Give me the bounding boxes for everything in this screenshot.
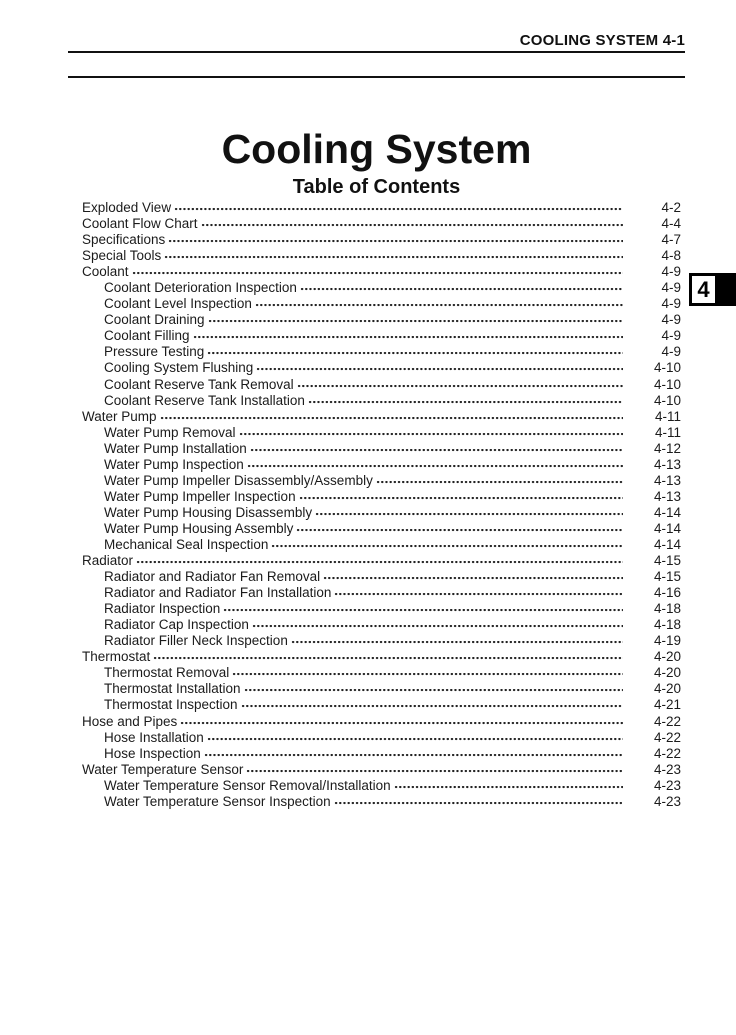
toc-entry-label: Water Pump Impeller Inspection	[104, 488, 296, 504]
toc-dot-leader	[334, 593, 623, 597]
toc-entry-page: 4-23	[653, 761, 681, 777]
toc-row	[82, 216, 681, 232]
toc-dot-leader	[153, 657, 623, 661]
toc-row	[82, 505, 681, 521]
toc-entry-label: Thermostat	[82, 649, 151, 665]
header-rule-bottom	[68, 76, 685, 78]
toc-entry-label: Thermostat Installation	[104, 681, 241, 697]
toc-entry-label: Coolant Filling	[104, 328, 190, 344]
toc-entry-label: Pressure Testing	[104, 344, 205, 360]
toc-dot-leader	[334, 802, 623, 806]
toc-dot-leader	[255, 304, 623, 308]
toc-dot-leader	[394, 786, 623, 790]
toc-entry-label: Water Pump Impeller Disassembly/Assembly	[104, 472, 373, 488]
toc-entry-label: Specifications	[82, 232, 166, 248]
toc-entry-page: 4-18	[653, 601, 681, 617]
toc-dot-leader	[132, 272, 623, 276]
toc-row	[82, 697, 681, 713]
toc-entry-label: Coolant Deterioration Inspection	[104, 280, 297, 296]
toc-entry-page: 4-14	[653, 504, 681, 520]
toc-entry-page: 4-9	[661, 344, 681, 360]
toc-row	[82, 312, 681, 328]
toc-entry-page: 4-14	[653, 536, 681, 552]
toc-dot-leader	[323, 577, 623, 581]
toc-dot-leader	[160, 417, 623, 421]
toc-entry-label: Coolant	[82, 264, 129, 280]
toc-entry-label: Radiator	[82, 553, 134, 569]
toc-entry-page: 4-11	[654, 408, 681, 424]
toc-row	[82, 714, 681, 730]
toc-dot-leader	[174, 208, 623, 212]
toc-dot-leader	[246, 770, 623, 774]
header-rule-top	[68, 51, 685, 53]
toc-row	[82, 377, 681, 393]
toc-entry-page: 4-13	[653, 488, 681, 504]
toc-row	[82, 473, 681, 489]
toc-dot-leader	[308, 401, 623, 405]
toc-row	[82, 409, 681, 425]
toc-entry-label: Thermostat Removal	[104, 665, 230, 681]
toc-dot-leader	[297, 385, 623, 389]
toc-list	[82, 200, 681, 810]
toc-entry-label: Water Pump Installation	[104, 440, 247, 456]
toc-row	[82, 457, 681, 473]
toc-entry-page: 4-8	[661, 248, 681, 264]
toc-dot-leader	[201, 224, 623, 228]
toc-row	[82, 746, 681, 762]
toc-entry-label: Mechanical Seal Inspection	[104, 536, 269, 552]
toc-row	[82, 521, 681, 537]
toc-entry-page: 4-22	[653, 745, 681, 761]
toc-entry-label: Coolant Flow Chart	[82, 216, 198, 232]
toc-entry-label: Water Temperature Sensor Inspection	[104, 793, 331, 809]
toc-entry-label: Water Pump	[82, 408, 157, 424]
toc-entry-page: 4-19	[653, 633, 681, 649]
toc-row	[82, 360, 681, 376]
toc-entry-page: 4-23	[653, 777, 681, 793]
toc-entry-page: 4-13	[653, 456, 681, 472]
toc-row	[82, 264, 681, 280]
toc-dot-leader	[136, 561, 623, 565]
toc-dot-leader	[207, 738, 623, 742]
toc-heading: Table of Contents	[292, 175, 461, 198]
toc-dot-leader	[247, 465, 623, 469]
toc-entry-page: 4-9	[661, 296, 681, 312]
toc-dot-leader	[271, 545, 623, 549]
toc-dot-leader	[180, 722, 623, 726]
toc-entry-page: 4-15	[653, 569, 681, 585]
toc-dot-leader	[204, 754, 623, 758]
toc-row	[82, 393, 681, 409]
toc-entry-label: Hose and Pipes	[82, 713, 178, 729]
toc-entry-page: 4-9	[661, 328, 681, 344]
toc-entry-page: 4-10	[653, 376, 681, 392]
toc-entry-page: 4-12	[653, 440, 681, 456]
toc-dot-leader	[252, 625, 623, 629]
toc-row	[82, 649, 681, 665]
toc-row	[82, 553, 681, 569]
toc-row	[82, 617, 681, 633]
toc-entry-label: Coolant Level Inspection	[104, 296, 252, 312]
toc-entry-page: 4-21	[653, 697, 681, 713]
toc-dot-leader	[376, 481, 623, 485]
toc-row	[82, 248, 681, 264]
toc-dot-leader	[193, 336, 623, 340]
toc-entry-page: 4-9	[661, 280, 681, 296]
toc-dot-leader	[250, 449, 623, 453]
toc-entry-label: Water Pump Removal	[104, 424, 236, 440]
toc-entry-page: 4-15	[653, 553, 681, 569]
toc-row	[82, 762, 681, 778]
toc-dot-leader	[168, 240, 623, 244]
toc-entry-page: 4-9	[661, 312, 681, 328]
toc-row	[82, 344, 681, 360]
toc-row	[82, 665, 681, 681]
toc-entry-label: Water Temperature Sensor Removal/Installation	[104, 777, 391, 793]
toc-entry-label: Cooling System Flushing	[104, 360, 254, 376]
chapter-number: 4	[697, 277, 710, 302]
toc-entry-page: 4-22	[653, 713, 681, 729]
toc-entry-page: 4-14	[653, 520, 681, 536]
toc-dot-leader	[207, 352, 623, 356]
chapter-tab	[689, 273, 736, 306]
toc-row	[82, 585, 681, 601]
toc-row	[82, 441, 681, 457]
toc-dot-leader	[244, 689, 623, 693]
toc-entry-page: 4-20	[653, 649, 681, 665]
toc-entry-label: Special Tools	[82, 248, 162, 264]
toc-entry-label: Radiator Cap Inspection	[104, 617, 249, 633]
toc-entry-page: 4-9	[661, 264, 681, 280]
toc-entry-page: 4-7	[661, 232, 681, 248]
toc-row	[82, 200, 681, 216]
toc-dot-leader	[208, 320, 623, 324]
toc-entry-page: 4-20	[653, 681, 681, 697]
toc-row	[82, 425, 681, 441]
toc-row	[82, 280, 681, 296]
toc-entry-label: Coolant Draining	[104, 312, 205, 328]
toc-entry-page: 4-16	[653, 585, 681, 601]
toc-entry-page: 4-18	[653, 617, 681, 633]
toc-dot-leader	[164, 256, 623, 260]
toc-dot-leader	[299, 497, 623, 501]
toc-entry-label: Water Pump Inspection	[104, 456, 244, 472]
toc-entry-label: Radiator Filler Neck Inspection	[104, 633, 288, 649]
toc-row	[82, 778, 681, 794]
toc-dot-leader	[232, 673, 623, 677]
toc-entry-page: 4-11	[654, 424, 681, 440]
toc-row	[82, 328, 681, 344]
toc-row	[82, 601, 681, 617]
toc-entry-label: Water Pump Housing Disassembly	[104, 504, 313, 520]
page-title: Cooling System	[221, 126, 532, 173]
toc-dot-leader	[223, 609, 623, 613]
toc-dot-leader	[239, 433, 623, 437]
toc-dot-leader	[291, 641, 623, 645]
toc-entry-label: Coolant Reserve Tank Installation	[104, 392, 305, 408]
toc-entry-label: Exploded View	[82, 200, 172, 215]
toc-entry-page: 4-10	[653, 360, 681, 376]
toc-row	[82, 537, 681, 553]
toc-row	[82, 296, 681, 312]
toc-entry-label: Radiator Inspection	[104, 601, 221, 617]
chapter-tab-box	[692, 276, 715, 303]
toc-dot-leader	[256, 368, 623, 372]
toc-row	[82, 730, 681, 746]
toc-dot-leader	[296, 529, 623, 533]
toc-dot-leader	[315, 513, 623, 517]
page-header: COOLING SYSTEM 4-1	[519, 32, 685, 49]
toc-row	[82, 569, 681, 585]
toc-entry-page: 4-22	[653, 729, 681, 745]
toc-entry-label: Hose Installation	[104, 729, 204, 745]
toc-entry-page: 4-13	[653, 472, 681, 488]
toc-row	[82, 489, 681, 505]
toc-entry-label: Water Temperature Sensor	[82, 761, 244, 777]
toc-row	[82, 633, 681, 649]
toc-entry-label: Coolant Reserve Tank Removal	[104, 376, 294, 392]
toc-entry-page: 4-20	[653, 665, 681, 681]
toc-entry-label: Radiator and Radiator Fan Removal	[104, 569, 321, 585]
toc-entry-page: 4-4	[661, 216, 681, 232]
toc-entry-label: Water Pump Housing Assembly	[104, 520, 294, 536]
toc-row	[82, 232, 681, 248]
toc-entry-page: 4-10	[653, 392, 681, 408]
toc-row	[82, 681, 681, 697]
toc-dot-leader	[241, 705, 623, 709]
toc-entry-label: Thermostat Inspection	[104, 697, 238, 713]
toc-row	[82, 794, 681, 810]
toc-entry-label: Radiator and Radiator Fan Installation	[104, 585, 332, 601]
toc-entry-page: 4-2	[661, 200, 681, 215]
toc-dot-leader	[300, 288, 623, 292]
toc-entry-label: Hose Inspection	[104, 745, 201, 761]
toc-entry-page: 4-23	[653, 793, 681, 809]
